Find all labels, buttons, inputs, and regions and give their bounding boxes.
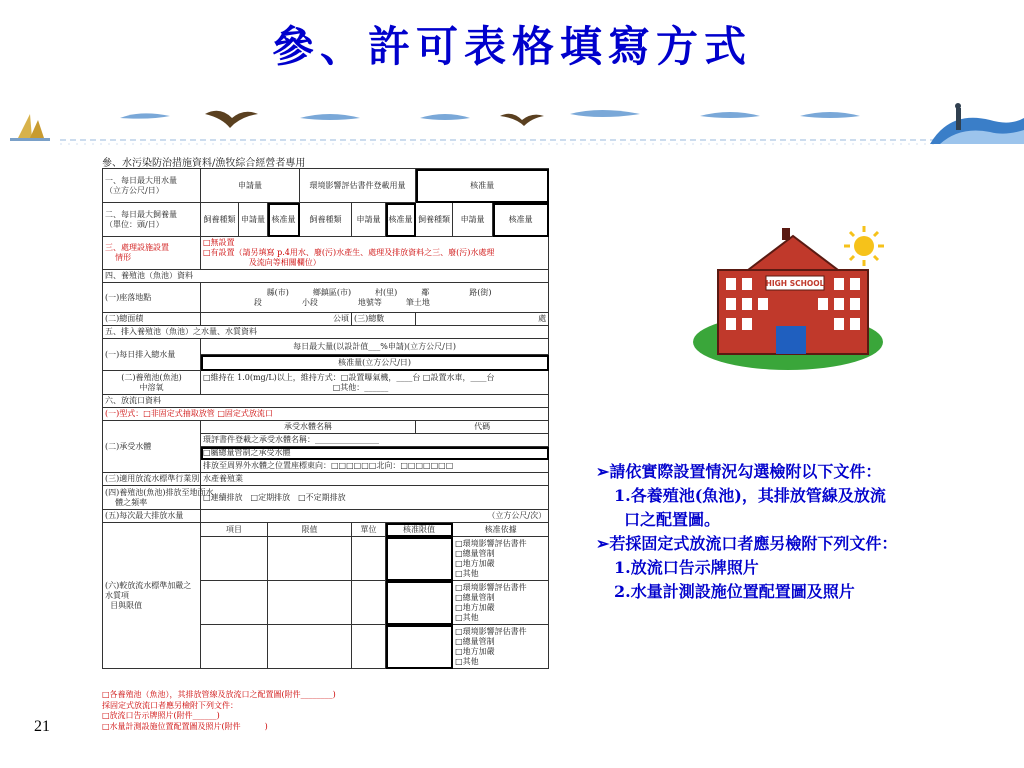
species-2: 飼養種類 <box>300 203 352 237</box>
note-2b: 2.水量計測設施位置配置圖及照片 <box>614 582 855 601</box>
standard-label: (三)適用放流水標準行業別 <box>103 473 201 486</box>
notes <box>596 460 1024 604</box>
form-footer: □各養殖池（魚池），其排放管線及放流口之配置圖(附件________) 採固定式放流口者應另檢附下列文件： □放流口告示牌照片(附件______) □水量計測設施位置配置圖及照片(附件 ) <box>102 690 336 731</box>
school-clipart-icon <box>688 222 898 372</box>
frequency-options: □連續排放 □定期排放 □不定期排放 <box>201 486 549 510</box>
bird-icon <box>500 114 544 126</box>
note-1: ➢請依實際設置情況勾選檢附以下文件： <box>596 462 882 481</box>
species-3: 飼養種類 <box>416 203 453 237</box>
approve-2: 核准量 <box>386 203 416 237</box>
apply-2: 申請量 <box>352 203 386 237</box>
standard-value: 水產養殖業 <box>201 473 549 486</box>
receiving-code: 代碼 <box>416 421 549 434</box>
form-table <box>102 168 549 669</box>
bird-icon <box>205 111 258 128</box>
inflow-max: 每日最大量(以設計值___%申請)(立方公尺/日) <box>201 339 549 355</box>
form-header: 參、水污染防治措施資料/漁牧綜合經營者專用 <box>102 158 306 169</box>
area-unit: 公頃 <box>201 313 352 326</box>
decorative-banner <box>0 100 1024 150</box>
basis-cell: □環境影響評估書件 □總量管制 □地方加嚴 □其他 <box>453 625 549 669</box>
location-label: (一)座落地點 <box>103 283 201 313</box>
species-1: 飼養種類 <box>201 203 239 237</box>
note-1b: 口之配置圖。 <box>624 510 721 529</box>
frequency-label: (四)養殖池(魚池)排放至地面水 體之頻率 <box>103 486 201 510</box>
approve-3: 核准量 <box>493 203 549 237</box>
basis-cell: □環境影響評估書件 □總量管制 □地方加嚴 □其他 <box>453 581 549 625</box>
receiving-coord: 排放至周界外水體之位置座標東向：□□□□□□北向：□□□□□□□ <box>201 460 549 473</box>
water-use-label: 一、每日最大用水量 （立方公尺/日） <box>103 169 201 203</box>
receiving-name: 承受水體名稱 <box>201 421 416 434</box>
max-discharge-label: (五)每次最大排放水量 <box>103 510 201 523</box>
col-approve-limit: 核准限值 <box>386 523 453 537</box>
col-item: 項目 <box>201 523 268 537</box>
location-value: 縣(市) 鄉鎮區(市) 村(里) 鄰 路(街) 段 小段 地號等 筆土地 <box>201 283 549 313</box>
do-label: (二)養殖池(魚池) 中溶氧 <box>103 371 201 395</box>
note-1a: 1.各養殖池(魚池)，其排放管線及放流 <box>614 486 886 505</box>
water-eia: 環境影響評估書件登載用量 <box>300 169 416 203</box>
count-unit: 處 <box>416 313 549 326</box>
statue-wave-icon <box>930 103 1024 144</box>
note-2: ➢若採固定式放流口者應另檢附下列文件： <box>596 534 898 553</box>
sun-icon <box>844 226 884 266</box>
do-value: □維持在 1.0(mg/L)以上，維持方式：□設置曝氣機，____台 □設置水車，____台 □其他：______ <box>201 371 549 395</box>
permit-form <box>96 152 554 744</box>
page-number: 21 <box>34 718 50 735</box>
strict-label: (六)較放流水標準加嚴之水質項 目與限值 <box>103 523 201 669</box>
basis-cell: □環境影響評估書件 □總量管制 □地方加嚴 □其他 <box>453 537 549 581</box>
col-limit: 限值 <box>268 523 352 537</box>
approve-1: 核准量 <box>268 203 300 237</box>
area-label: (二)總面積 <box>103 313 201 326</box>
count-label: (三)總數 <box>352 313 416 326</box>
max-discharge-unit: （立方公尺/次） <box>201 510 549 523</box>
outlet-type: (一)型式：□非固定式抽取放管 □固定式放流口 <box>103 408 549 421</box>
inflow-label: (一)每日排入總水量 <box>103 339 201 371</box>
col-basis: 核准依據 <box>453 523 549 537</box>
col-unit: 單位 <box>352 523 386 537</box>
livestock-label: 二、每日最大飼養量 （單位：頭/日） <box>103 203 201 237</box>
facility-options: □無設置 □有設置（請另填寫 p.4用水、廢(污)水產生、處理及排放資料之三、廢(污)水處理 及流向等相關欄位） <box>201 237 549 270</box>
slide-title: 參、許可表格填寫方式 <box>271 22 752 71</box>
sailboat-icon <box>10 114 50 141</box>
section-5: 五、排入養殖池（魚池）之水量、水質資料 <box>103 326 549 339</box>
section-4: 四、養殖池（魚池）資料 <box>103 270 549 283</box>
receiving-total: □屬總量管制之承受水體 <box>201 447 549 460</box>
receiving-label: (二)承受水體 <box>103 421 201 473</box>
water-apply: 申請量 <box>201 169 300 203</box>
water-approve: 核准量 <box>416 169 549 203</box>
apply-3: 申請量 <box>453 203 493 237</box>
facility-label: 三、處理設施設置 情形 <box>103 237 201 270</box>
note-2a: 1.放流口告示牌照片 <box>614 558 759 577</box>
inflow-approve: 核准量(立方公尺/日) <box>201 355 549 371</box>
section-6: 六、放流口資料 <box>103 395 549 408</box>
school-sign: HIGH SCHOOL <box>765 279 825 288</box>
apply-1: 申請量 <box>239 203 268 237</box>
receiving-eia: 環評書件登載之承受水體名稱：________________ <box>201 434 549 447</box>
